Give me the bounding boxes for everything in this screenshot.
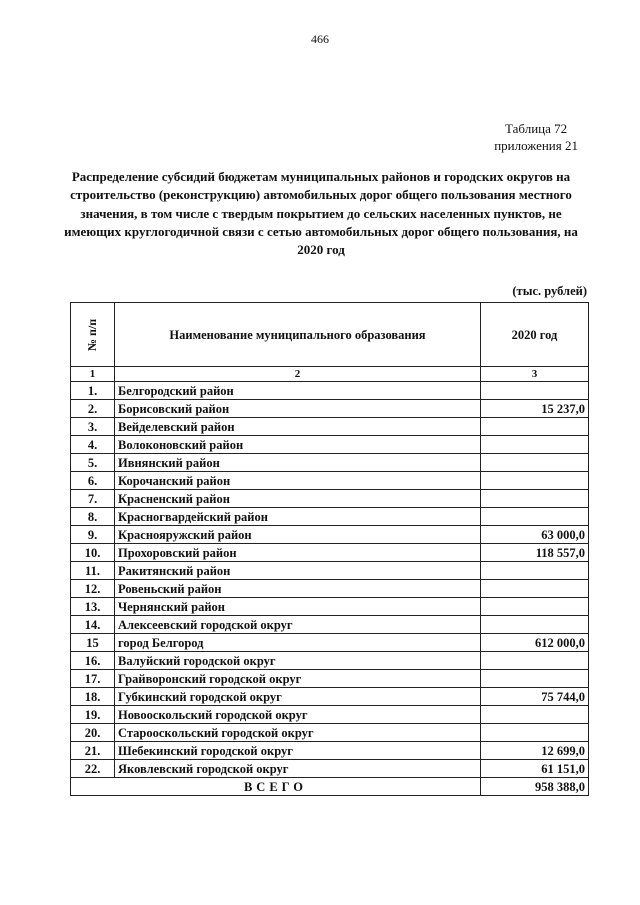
column-index-1: 1	[71, 367, 115, 382]
column-index-2: 2	[115, 367, 481, 382]
row-value	[481, 454, 589, 472]
row-name: Губкинский городской округ	[115, 688, 481, 706]
row-number: 3.	[71, 418, 115, 436]
row-name: Ивнянский район	[115, 454, 481, 472]
table-ref-line1: Таблица 72	[505, 121, 568, 136]
total-value: 958 388,0	[481, 778, 589, 796]
row-number: 6.	[71, 472, 115, 490]
table-row	[71, 724, 589, 742]
row-value	[481, 436, 589, 454]
table-row	[71, 562, 589, 580]
table-row	[71, 400, 589, 418]
header-year: 2020 год	[481, 303, 589, 367]
table-row	[71, 454, 589, 472]
row-name: Алексеевский городской округ	[115, 616, 481, 634]
table-row	[71, 670, 589, 688]
row-number: 10.	[71, 544, 115, 562]
row-value: 12 699,0	[481, 742, 589, 760]
row-number: 21.	[71, 742, 115, 760]
row-value: 63 000,0	[481, 526, 589, 544]
row-number: 12.	[71, 580, 115, 598]
table-row	[71, 742, 589, 760]
row-number: 18.	[71, 688, 115, 706]
row-value	[481, 382, 589, 400]
table-row	[71, 616, 589, 634]
table-row	[71, 490, 589, 508]
table-row	[71, 598, 589, 616]
row-name: Ровеньский район	[115, 580, 481, 598]
row-name: Шебекинский городской округ	[115, 742, 481, 760]
table-row	[71, 688, 589, 706]
row-number: 13.	[71, 598, 115, 616]
row-number: 2.	[71, 400, 115, 418]
table-row	[71, 472, 589, 490]
row-name: Красногвардейский район	[115, 508, 481, 526]
table-reference	[494, 120, 578, 154]
page-number: 466	[311, 32, 329, 46]
row-value	[481, 490, 589, 508]
header-num	[71, 303, 115, 367]
units-label: (тыс. рублей)	[512, 284, 587, 298]
column-index-3: 3	[481, 367, 589, 382]
row-name: Яковлевский городской округ	[115, 760, 481, 778]
row-number: 1.	[71, 382, 115, 400]
row-number: 20.	[71, 724, 115, 742]
row-value: 61 151,0	[481, 760, 589, 778]
row-number: 17.	[71, 670, 115, 688]
table-total-row	[71, 778, 589, 796]
table-ref-line2: приложения 21	[494, 138, 578, 153]
row-value	[481, 472, 589, 490]
row-name: Старооскольский городской округ	[115, 724, 481, 742]
row-value: 75 744,0	[481, 688, 589, 706]
header-name: Наименование муниципального образования	[115, 303, 481, 367]
table-row	[71, 382, 589, 400]
table-row	[71, 508, 589, 526]
row-value	[481, 562, 589, 580]
row-name: Новооскольский городской округ	[115, 706, 481, 724]
table-row	[71, 652, 589, 670]
row-value	[481, 598, 589, 616]
column-index-row	[71, 367, 589, 382]
row-number: 22.	[71, 760, 115, 778]
row-value	[481, 652, 589, 670]
table-row	[71, 544, 589, 562]
row-number: 8.	[71, 508, 115, 526]
table-row	[71, 436, 589, 454]
row-value	[481, 580, 589, 598]
row-number: 14.	[71, 616, 115, 634]
table-row	[71, 634, 589, 652]
row-number: 15	[71, 634, 115, 652]
row-name: Белгородский район	[115, 382, 481, 400]
row-value	[481, 724, 589, 742]
row-number: 9.	[71, 526, 115, 544]
table-header-row	[71, 303, 589, 367]
row-value	[481, 616, 589, 634]
row-name: Валуйский городской округ	[115, 652, 481, 670]
document-title: Распределение субсидий бюджетам муниципальных районов и городских округов на строительство (реконструкцию) автомобильных дорог общего пользования местного значения, в том числе с твердым покрытием до сельских населенных пунктов, не имеющих круглогодичной связи с сетью автомобильных дорог общего пользования, на 2020 год	[64, 169, 578, 258]
row-number: 5.	[71, 454, 115, 472]
row-value	[481, 508, 589, 526]
row-name: Прохоровский район	[115, 544, 481, 562]
table-row	[71, 760, 589, 778]
table-row	[71, 706, 589, 724]
row-name: Чернянский район	[115, 598, 481, 616]
row-value	[481, 418, 589, 436]
row-name: город Белгород	[115, 634, 481, 652]
table-row	[71, 580, 589, 598]
row-name: Грайворонский городской округ	[115, 670, 481, 688]
total-label: ВСЕГО	[71, 778, 481, 796]
row-name: Борисовский район	[115, 400, 481, 418]
table-row	[71, 526, 589, 544]
subsidy-table	[70, 302, 589, 796]
row-number: 7.	[71, 490, 115, 508]
row-number: 16.	[71, 652, 115, 670]
row-value: 15 237,0	[481, 400, 589, 418]
header-num-label: № п/п	[85, 318, 100, 351]
row-number: 11.	[71, 562, 115, 580]
table-row	[71, 418, 589, 436]
row-name: Волоконовский район	[115, 436, 481, 454]
row-name: Краснояружский район	[115, 526, 481, 544]
row-value	[481, 706, 589, 724]
row-name: Корочанский район	[115, 472, 481, 490]
row-number: 19.	[71, 706, 115, 724]
row-number: 4.	[71, 436, 115, 454]
row-name: Красненский район	[115, 490, 481, 508]
row-value: 612 000,0	[481, 634, 589, 652]
row-value: 118 557,0	[481, 544, 589, 562]
row-value	[481, 670, 589, 688]
row-name: Ракитянский район	[115, 562, 481, 580]
row-name: Вейделевский район	[115, 418, 481, 436]
